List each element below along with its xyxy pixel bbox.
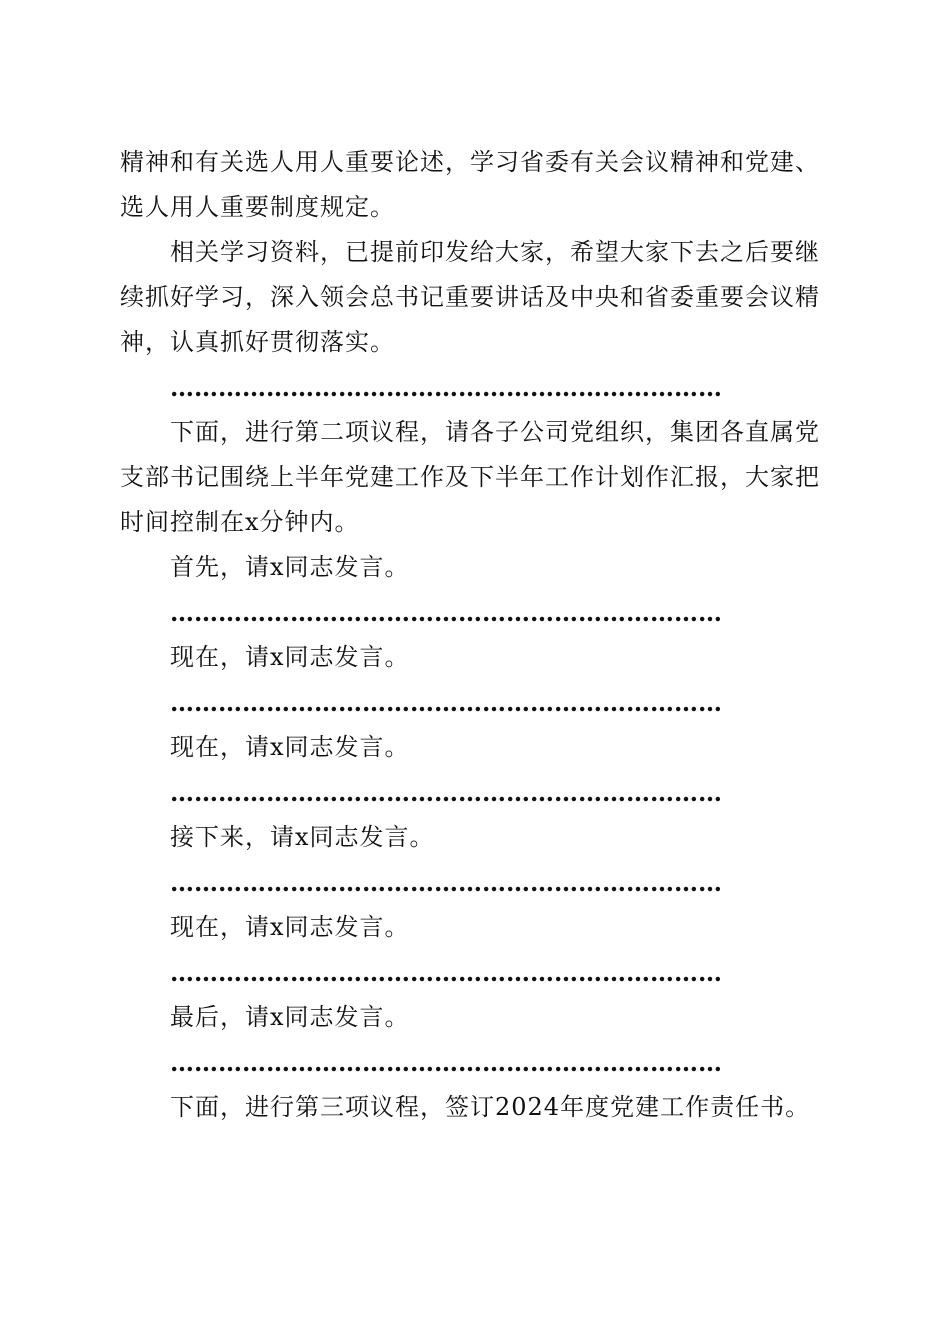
ellipsis-divider: …………………………………………………………… xyxy=(170,373,722,402)
paragraph-study-materials: 相关学习资料，已提前印发给大家，希望大家下去之后要继续抓好学习，深入领会总书记重要讲话及中央和省委重要会议精神，认真抓好贯彻落实。 xyxy=(120,238,820,356)
speaker-line-fifth: 现在，请x同志发言。 xyxy=(170,913,410,941)
ellipsis-divider: …………………………………………………………… xyxy=(170,778,722,807)
speaker-line-first: 首先，请x同志发言。 xyxy=(170,553,410,581)
ellipsis-divider: …………………………………………………………… xyxy=(170,868,722,897)
paragraph-agenda-two: 下面，进行第二项议程，请各子公司党组织，集团各直属党支部书记围绕上半年党建工作及下半年工作计划作汇报，大家把时间控制在x分钟内。 xyxy=(120,418,820,536)
ellipsis-divider: …………………………………………………………… xyxy=(170,958,722,987)
speaker-line-last: 最后，请x同志发言。 xyxy=(170,1003,410,1031)
document-body xyxy=(120,140,830,1130)
ellipsis-divider: …………………………………………………………… xyxy=(170,1048,722,1077)
paragraph-study-content: 精神和有关选人用人重要论述，学习省委有关会议精神和党建、选人用人重要制度规定。 xyxy=(120,148,820,221)
paragraph-agenda-three: 下面，进行第三项议程，签订2024年度党建工作责任书。 xyxy=(170,1093,811,1121)
speaker-line-third: 现在，请x同志发言。 xyxy=(170,733,410,761)
ellipsis-divider: …………………………………………………………… xyxy=(170,598,722,627)
speaker-line-second: 现在，请x同志发言。 xyxy=(170,643,410,671)
ellipsis-divider: …………………………………………………………… xyxy=(170,688,722,717)
speaker-line-fourth: 接下来，请x同志发言。 xyxy=(170,823,435,851)
